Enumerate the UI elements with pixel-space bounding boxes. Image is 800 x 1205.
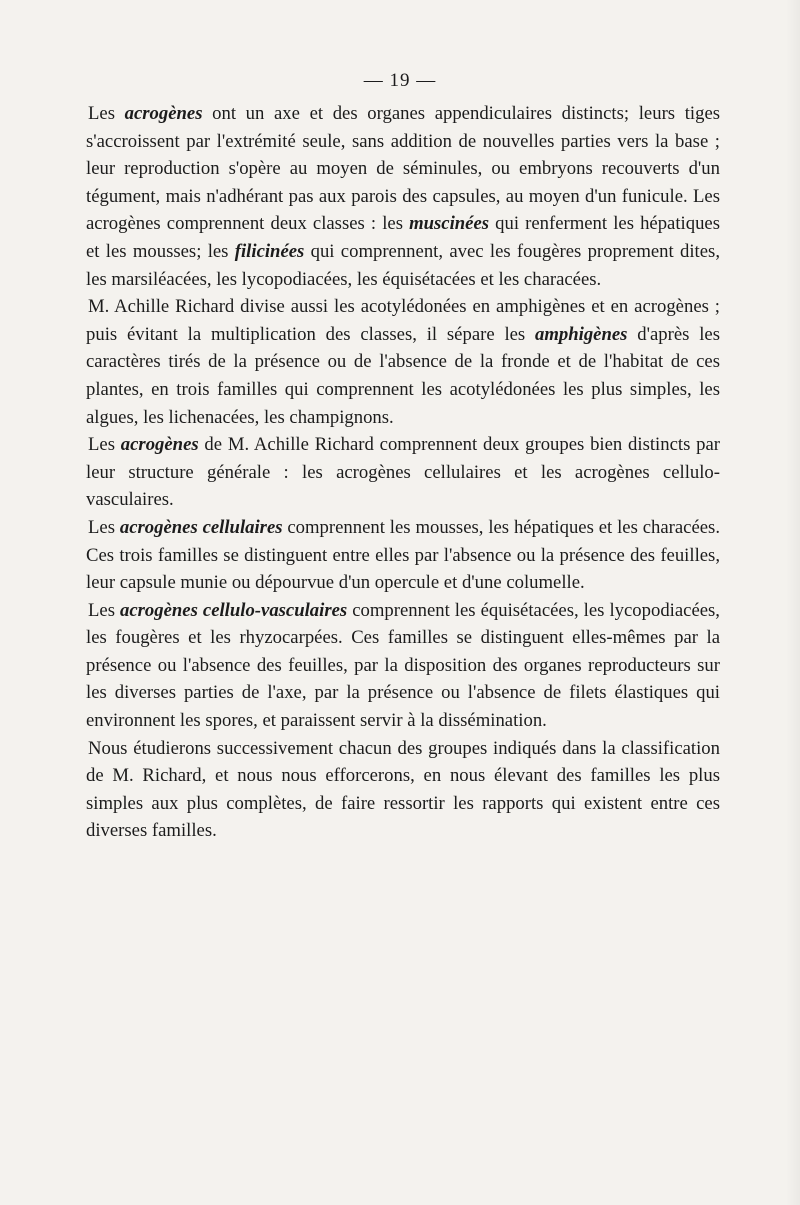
italic-term: acrogènes: [120, 434, 199, 456]
text-segment: comprennent les mousses, les hépatiques et les characées. Ces trois familles se distinguent entre elles par l'absence ou la présence des feuilles, leur capsule munie ou dépourvue d'un opercule et d'une columelle.: [86, 516, 720, 594]
paragraph-2: [86, 293, 720, 431]
italic-term: acrogènes: [124, 103, 203, 124]
text-segment: Les: [88, 516, 120, 538]
italic-term: amphigènes: [535, 323, 628, 345]
text-segment: comprennent les équisétacées, les lycopodiacées, les fougères et les rhyzocarpées. Ces familles se distinguent elles-mêmes par la présence ou l'absence des feuilles, par la disposition des organes reproducteurs sur les diverses parties de l'axe, par la présence ou l'absence de filets élastiques qui environnent les spores, et paraissent servir à la dissémination.: [86, 599, 720, 732]
italic-term: acrogènes cellulo-vasculaires: [120, 599, 348, 621]
italic-term: muscinées: [409, 213, 490, 235]
text-segment: Nous étudierons successivement chacun des groupes indiqués dans la classification de M. Richard, et nous nous efforcerons, en nous élevant des familles les plus simples aux plus complètes, de faire ressortir les rapports qui existent entre ces diverses familles.: [86, 737, 720, 842]
paragraph-5: [86, 597, 720, 735]
text-segment: qui comprennent, avec les fougères proprement dites, les marsiléacées, les lycopodiacées, les équisétacées et les characées.: [86, 240, 720, 290]
italic-term: acrogènes cellulaires: [119, 516, 283, 538]
body-text: [86, 100, 720, 845]
text-segment: ont un axe et des organes appendiculaires distincts; leurs tiges s'accroissent par l'extrémité seule, sans addition de nouvelles parties vers la base ; leur reproduction s'opère au moyen de séminules, ou embryons recouverts d'un tégument, mais n'adhérant pas aux parois des capsules, au moyen d'un funicule. Les acrogènes comprennent deux classes : les: [86, 103, 721, 235]
text-segment: de M. Achille Richard comprennent deux groupes bien distincts par leur structure générale : les acrogènes cellulaires et les acrogènes cellulo-vasculaires.: [86, 434, 720, 511]
paragraph-4: [86, 514, 720, 597]
text-segment: d'après les caractères tirés de la présence ou de l'absence de la fronde et de l'habitat de ces plantes, en trois familles qui comprennent les acotylédonées les plus simples, les algues, les lichenacées, les champignons.: [86, 323, 720, 428]
page-number: — 19 —: [363, 70, 437, 91]
paragraph-6: [86, 735, 720, 845]
page-edge-shadow: [786, 0, 800, 1205]
text-segment: M. Achille Richard divise aussi les acotylédonées en amphigènes et en acrogènes ; puis évitant la multiplication des classes, il sépare les: [86, 296, 720, 345]
paragraph-3: [86, 431, 720, 514]
paragraph-1: [86, 100, 720, 293]
italic-term: filicinées: [234, 240, 305, 262]
text-segment: Les: [88, 103, 125, 124]
text-segment: Les: [88, 599, 121, 621]
text-segment: Les: [88, 434, 121, 456]
text-segment: qui renferment les hépatiques et les mousses; les: [86, 213, 720, 262]
